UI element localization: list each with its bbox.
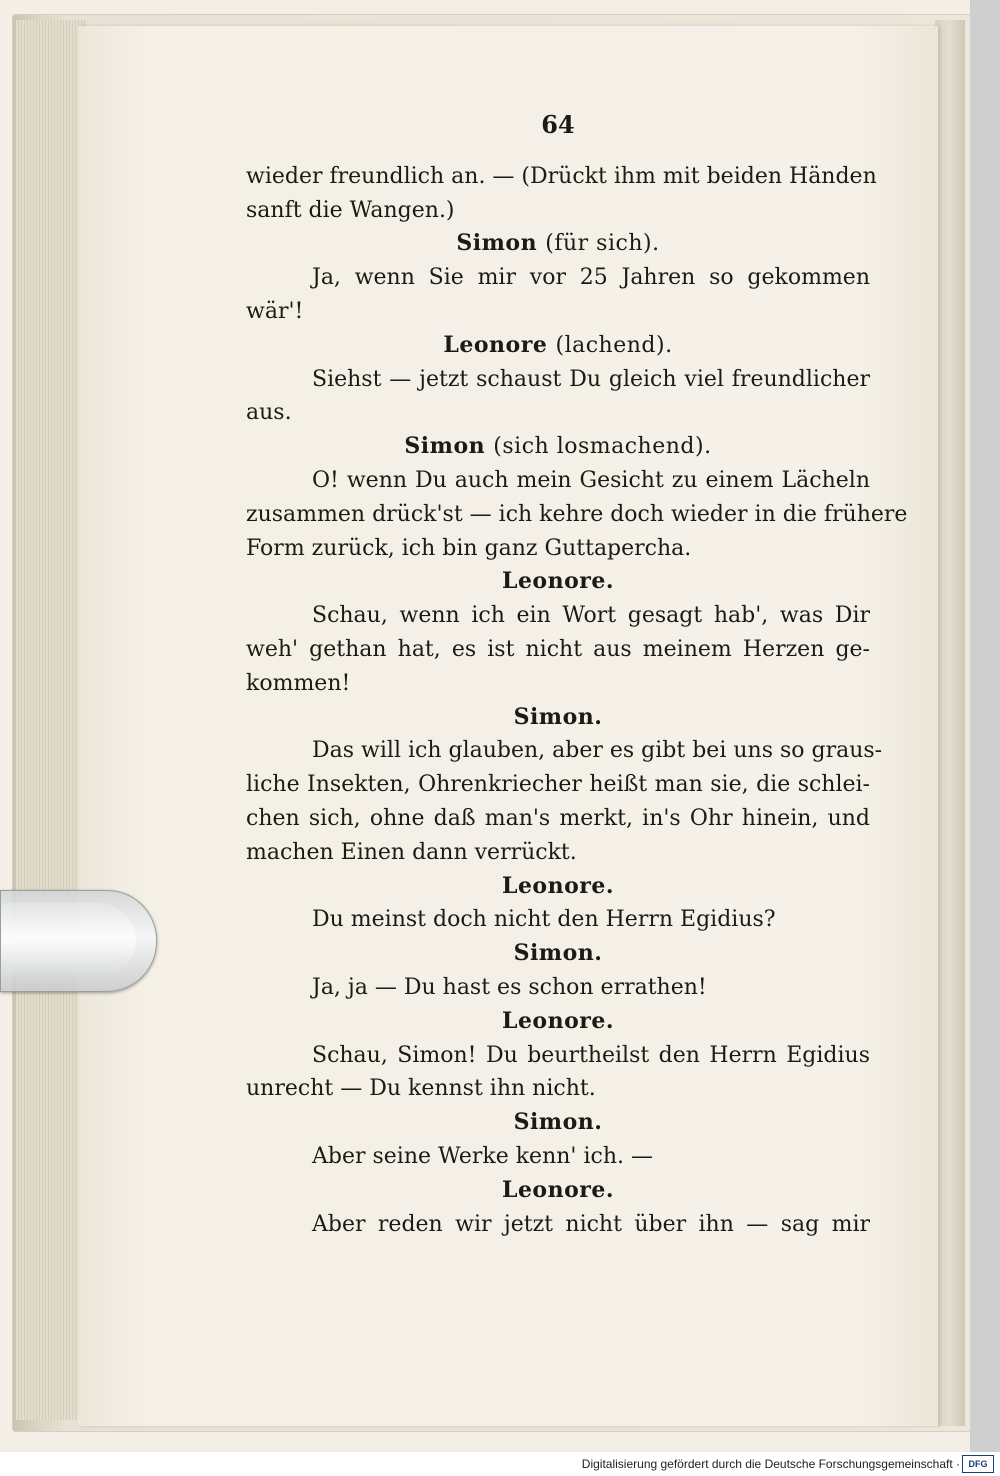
speaker-name: Leonore [443,331,548,358]
text-line: weh' gethan hat, es ist nicht aus meinem Herzen ge- [246,636,870,662]
speaker-heading [246,565,870,599]
text-line: unrecht — Du kennst ihn nicht. [246,1076,596,1102]
text-line: machen Einen dann verrückt. [246,839,577,865]
speaker-heading [246,937,870,971]
text-line: Ja, ja — Du hast es schon errathen! [312,974,707,1000]
text-line: liche Insekten, Ohrenkriecher heißt man sie, die schlei- [246,772,870,798]
speaker-name: Simon. [513,1109,603,1136]
text-line: Aber reden wir jetzt nicht über ihn — sag mir [312,1211,870,1237]
stage-direction: (sich losmachend). [493,434,712,460]
scan-border [970,0,1000,1476]
speaker-heading [246,1106,870,1140]
stage-direction: (für sich). [545,231,660,257]
speaker-name: Leonore. [501,1176,615,1203]
text-line: Schau, Simon! Du beurtheilst den Herrn Egidius [312,1042,870,1068]
speaker-heading [246,870,870,904]
text-lines [246,160,908,1242]
text-line: aus. [246,400,292,426]
page-clip-highlight [1,903,136,977]
speaker-name: Leonore. [501,1007,615,1034]
footer [0,1452,1000,1476]
page-number: 64 [541,110,575,139]
text-line: Ja, wenn Sie mir vor 25 Jahren so gekommen [312,265,870,291]
speaker-name: Simon [456,230,538,257]
speaker-heading [246,1005,870,1039]
page-text [246,108,908,1241]
text-line: wieder freundlich an. — (Drückt ihm mit beiden Händen [246,163,877,189]
speaker-heading [246,329,870,363]
speaker-name: Leonore. [501,872,615,899]
text-line: O! wenn Du auch mein Gesicht zu einem Lächeln [312,467,870,493]
speaker-heading [246,430,870,464]
page-edges [16,20,86,1420]
speaker-name: Simon. [513,940,603,967]
right-page-edge [935,20,965,1426]
text-line: Siehst — jetzt schaust Du gleich viel freundlicher [312,366,870,392]
speaker-heading [246,227,870,261]
text-line: kommen! [246,670,351,696]
text-line: Form zurück, ich bin ganz Guttapercha. [246,535,692,561]
text-line: wär'! [246,298,304,324]
text-line: Du meinst doch nicht den Herrn Egidius? [312,907,776,933]
text-line: chen sich, ohne daß man's merkt, in's Ohr hinein, und [246,805,870,831]
speaker-heading [246,1174,870,1208]
footer-credit: Digitalisierung gefördert durch die Deutsche Forschungsgemeinschaft · [581,1457,960,1471]
text-line: Das will ich glauben, aber es gibt bei uns so graus- [312,738,883,764]
stage-direction: (lachend). [555,332,673,358]
speaker-name: Simon. [513,703,603,730]
dfg-logo: DFG [962,1455,994,1473]
text-line: sanft die Wangen.) [246,197,455,223]
text-line: Schau, wenn ich ein Wort gesagt hab', was Dir [312,603,870,629]
text-line: zusammen drück'st — ich kehre doch wieder in die frühere [246,501,908,527]
text-line: Aber seine Werke kenn' ich. — [312,1143,653,1169]
speaker-name: Simon [404,433,486,460]
speaker-name: Leonore. [501,568,615,595]
speaker-heading [246,701,870,735]
page-clip [0,890,157,992]
